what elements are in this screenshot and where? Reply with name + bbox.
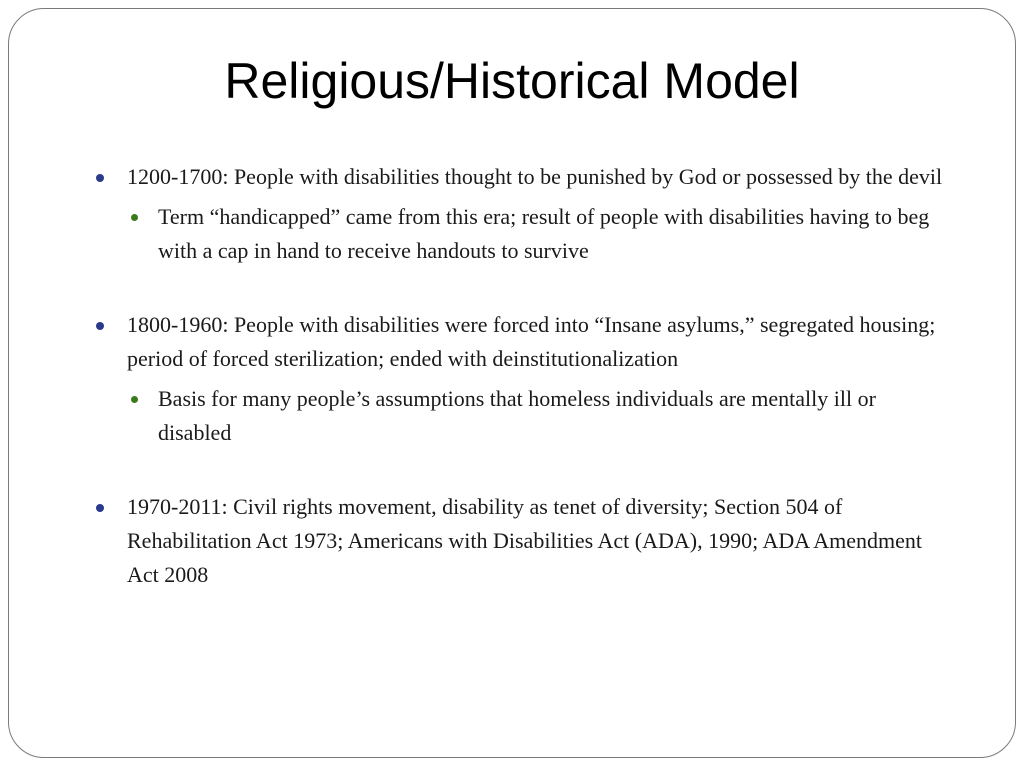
sub-bullet-item-2 — [127, 382, 946, 450]
slide-title: Religious/Historical Model — [224, 53, 800, 109]
bullet-item-3 — [96, 490, 946, 592]
sub-bullet-text-1: Term “handicapped” came from this era; result of people with disabilities having to beg with a cap in hand to receive handouts to survive — [158, 204, 930, 263]
slide-content — [96, 160, 946, 592]
sub-bullet-dot-icon — [131, 396, 138, 403]
bullet-dot-icon — [96, 174, 104, 182]
bullet-item-1 — [96, 160, 946, 194]
sub-bullet-text-2: Basis for many people’s assumptions that homeless individuals are mentally ill or disabled — [158, 386, 876, 445]
bullet-text-1: 1200-1700: People with disabilities thought to be punished by God or possessed by the devil — [127, 164, 943, 189]
sub-bullet-item-1 — [127, 200, 946, 268]
bullet-dot-icon — [96, 504, 104, 512]
bullet-text-2: 1800-1960: People with disabilities were forced into “Insane asylums,” segregated housing; period of forced sterilization; ended with deinstitutionalization — [127, 312, 936, 371]
bullet-item-2 — [96, 308, 946, 376]
spacer — [96, 450, 946, 490]
bullet-dot-icon — [96, 322, 104, 330]
sub-bullet-dot-icon — [131, 214, 138, 221]
spacer — [96, 268, 946, 308]
bullet-text-3: 1970-2011: Civil rights movement, disability as tenet of diversity; Section 504 of Rehabilitation Act 1973; Americans with Disabilities Act (ADA), 1990; ADA Amendment Act 2008 — [127, 494, 922, 587]
